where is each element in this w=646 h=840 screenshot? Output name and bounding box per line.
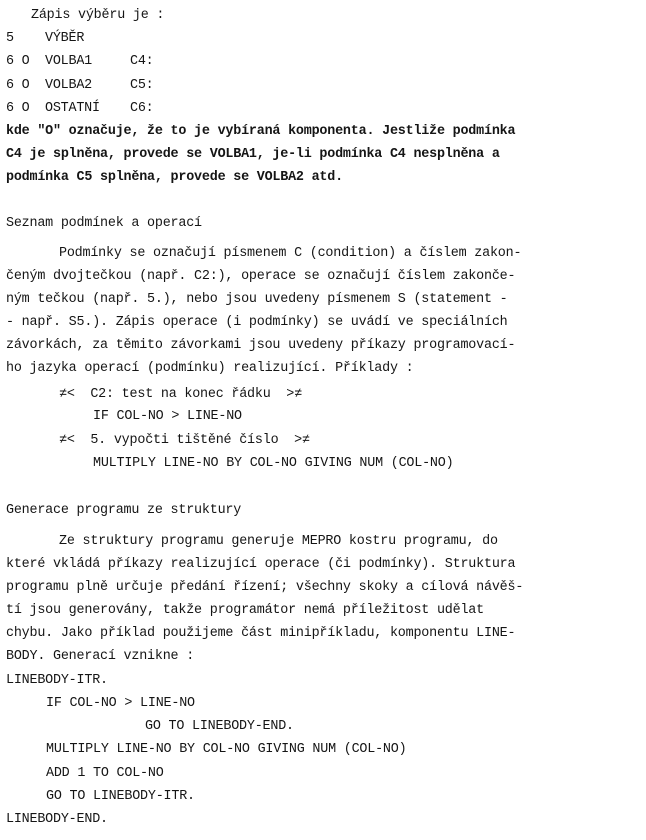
- selection-heading: Zápis výběru je :: [31, 8, 165, 23]
- explanation-line: C4 je splněna, provede se VOLBA1, je-li podmínka C4 nesplněna a: [6, 147, 500, 162]
- paragraph-line: BODY. Generací vznikne :: [6, 649, 195, 664]
- example-annotation: ≠< 5. vypočti tištěné číslo >≠: [59, 433, 310, 448]
- paragraph-line: ho jazyka operací (podmínku) realizující. Příklady :: [6, 361, 414, 376]
- section-title: Seznam podmínek a operací: [6, 216, 202, 231]
- selection-row-condition: C4:: [130, 54, 154, 69]
- code-line: ADD 1 TO COL-NO: [46, 766, 164, 781]
- selection-row-number: 6 O: [6, 78, 30, 93]
- explanation-line: podmínka C5 splněna, provede se VOLBA2 atd.: [6, 170, 343, 185]
- code-line: GO TO LINEBODY-ITR.: [46, 789, 195, 804]
- selection-row-number: 5: [6, 31, 14, 46]
- paragraph-line: programu plně určuje předání řízení; všechny skoky a cílová návěš-: [6, 580, 524, 595]
- selection-row-label: VÝBĚR: [45, 31, 85, 46]
- code-label: LINEBODY-END.: [6, 812, 108, 827]
- example-code-line: IF COL-NO > LINE-NO: [93, 409, 242, 424]
- code-label: LINEBODY-ITR.: [6, 673, 108, 688]
- code-line: MULTIPLY LINE-NO BY COL-NO GIVING NUM (COL-NO): [46, 742, 407, 757]
- paragraph-line: čeným dvojtečkou (např. C2:), operace se označují číslem zakonče-: [6, 269, 516, 284]
- paragraph-line: Ze struktury programu generuje MEPRO kostru programu, do: [59, 534, 498, 549]
- example-annotation: ≠< C2: test na konec řádku >≠: [59, 387, 302, 402]
- paragraph-line: které vkládá příkazy realizující operace (či podmínky). Struktura: [6, 557, 516, 572]
- code-line: IF COL-NO > LINE-NO: [46, 696, 195, 711]
- section-title: Generace programu ze struktury: [6, 503, 242, 518]
- selection-row-number: 6 O: [6, 54, 30, 69]
- selection-row-label: OSTATNÍ: [45, 101, 100, 116]
- paragraph-line: ným tečkou (např. 5.), nebo jsou uvedeny písmenem S (statement -: [6, 292, 508, 307]
- selection-row-label: VOLBA2: [45, 78, 93, 93]
- explanation-line: kde "O" označuje, že to je vybíraná komponenta. Jestliže podmínka: [6, 124, 516, 139]
- code-line: GO TO LINEBODY-END.: [145, 719, 294, 734]
- selection-row-condition: C6:: [130, 101, 154, 116]
- selection-row-number: 6 O: [6, 101, 30, 116]
- selection-row-label: VOLBA1: [45, 54, 93, 69]
- paragraph-line: chybu. Jako příklad použijeme část minipříkladu, komponentu LINE-: [6, 626, 516, 641]
- paragraph-line: Podmínky se označují písmenem C (condition) a číslem zakon-: [59, 246, 522, 261]
- example-code-line: MULTIPLY LINE-NO BY COL-NO GIVING NUM (COL-NO): [93, 456, 454, 471]
- selection-row-condition: C5:: [130, 78, 154, 93]
- paragraph-line: tí jsou generovány, takže programátor nemá příležitost udělat: [6, 603, 484, 618]
- paragraph-line: - např. S5.). Zápis operace (i podmínky) se uvádí ve speciálních: [6, 315, 508, 330]
- paragraph-line: závorkách, za těmito závorkami jsou uvedeny příkazy programovací-: [6, 338, 516, 353]
